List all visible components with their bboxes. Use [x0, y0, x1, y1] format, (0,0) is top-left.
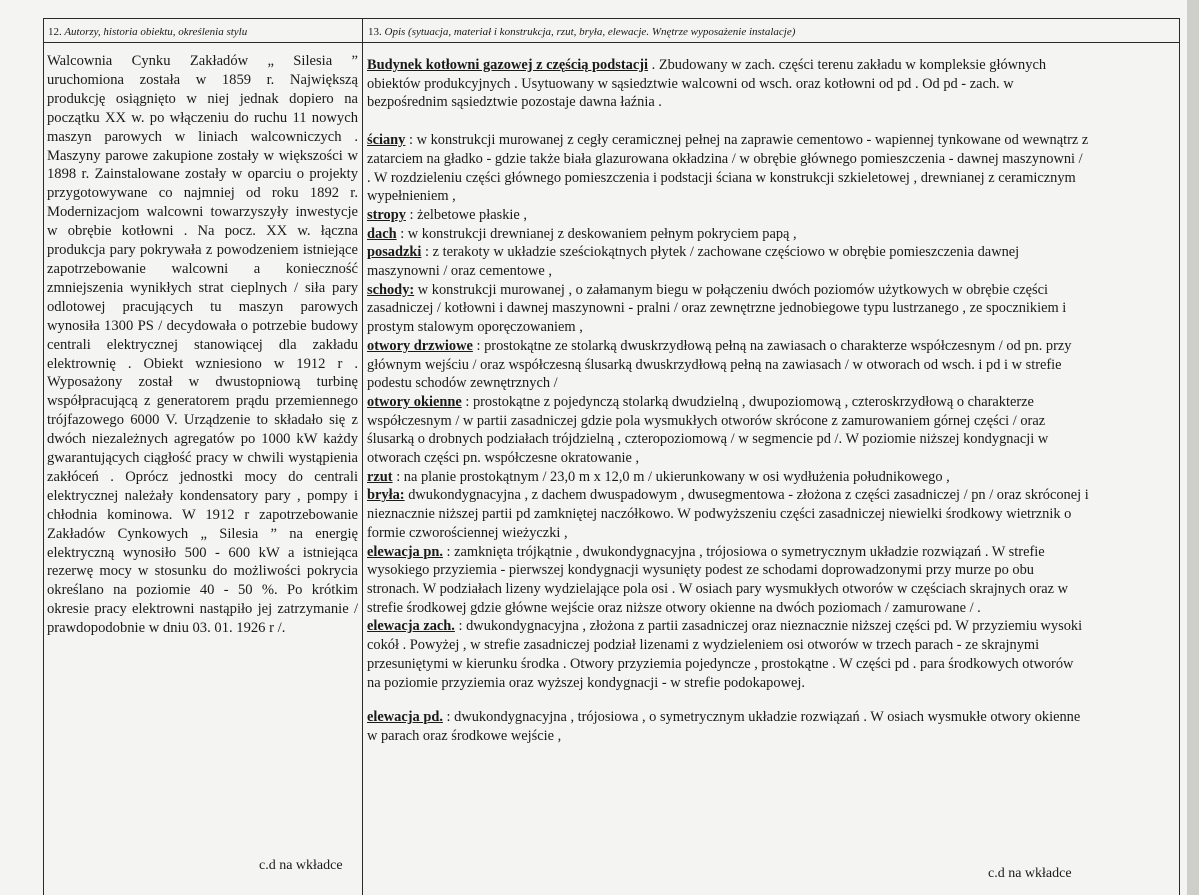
left-header-number: 12.	[48, 26, 62, 38]
left-header-title: Autorzy, historia obiektu, określenia stylu	[64, 26, 248, 38]
right-header-number: 13.	[368, 26, 382, 38]
stairs-text: w konstrukcji murowanej , o załamanym biegu w połączeniu dwóch poziomów użytkowych w obrębie części zasadniczej / kotłowni i dawnej maszynowni - pralni / oraz zewnętrzne jednobiegowe typu lustrzanego , ze spocznikiem i prostym stalowym oporęczowaniem ,	[367, 281, 1067, 336]
building-name-label: Budynek kotłowni gazowej z częścią podstacji	[367, 57, 649, 73]
north-elevation-text: : zamknięta trójkątnie , dwukondygnacyjna , trójosiowa o symetrycznym układzie rozwiązań . W strefie wysokiego przyziemia - pierwszej kondygnacji wysunięty podest ze schodami doprowadzonymi przy murze po obu stronach. W podziałach lizeny wydzielające pola osi . W osiach pary wysmukłych otworów w częściach skrajnych oraz w strefie środkowej gdzie główne wejście oraz niższe otwory okienne na dwóch poziomach / zamurowane / .	[367, 543, 1069, 616]
ceilings-label: stropy	[367, 206, 406, 223]
ceilings-section	[367, 206, 1089, 225]
south-elevation-label: elewacja pd.	[367, 709, 443, 726]
intro-paragraph	[367, 56, 1089, 112]
history-text: Walcownia Cynku Zakładów „ Silesia ” uruchomiona została w 1859 r. Największą produkcję osiągnięto w niej jednak dopiero na początku XX w. po włączeniu do ruchu 11 nowych maszyn parowych w liniach walcowniczych . Maszyny parowe zakupione zostały w większości w 1898 r. Zainstalowane zostały w oparciu o projekty przygotowywane co najmniej od roku 1892 r. Modernizacjom walcowni towarzyszyły inwestycje w obrębie kotłowni . Na pocz. XX w. łączna produkcja pary pokrywała z powodzeniem istniejące zapotrzebowanie walcowni a konieczność zmniejszenia wynikłych strat cieplnych / siła pary odlotowej pracujących tu maszyn parowych wynosiła 1300 PS / decydowała o potrzebie budowy centrali elektrycznej stanowiącej dla zakładu elektrownię . Obiekt wzniesiono w 1912 r . Wyposażony został w dwustopniową turbinę współpracującą z generatorem prądu przemiennego trójfazowego 6000 V. Urządzenie to składało się z dwóch niezależnych agregatów po 1000 kW każdy gwarantujących ciągłość pracy w chwili wystąpienia zakłóceń . Oprócz jednostki mocy do centrali elektrycznej należały kondensatory pary , pompy i chłodnia kominowa. W 1912 r zapotrzebowanie Zakładów Cynkowych „ Silesia ” na energię elektryczną wynosiło 500 - 600 kW a istniejąca rezerwę mocy w stosunku do możliwości pokrycia określano na poziomie 40 - 50 %. Po krótkim okresie pracy elektrowni nastąpiło jej zatrzymanie / prawdopodobnie w dniu 03. 01. 1926 r /.	[47, 53, 358, 637]
door-openings-section	[367, 337, 1089, 393]
ceilings-text: : żelbetowe płaskie ,	[409, 206, 528, 223]
walls-text: : w konstrukcji murowanej z cegły ceramicznej pełnej na zaprawie cementowo - wapiennej tynkowane od wewnątrz z zatarciem na gładko - gdzie także biała glazurowana okładzina / w obrębie głównego pomieszczenia - dawnej maszynowni / . W rozdzieleniu części głównego pomieszczenia i podstacji ściana w konstrukcji szkieletowej , drewnianej z ceramicznym wypełnieniem ,	[367, 132, 1089, 205]
window-openings-text: : prostokątne z pojedynczą stolarką dwudzielną , dwupoziomową , czteroskrzydłową o charakterze współczesnym / w partii zasadniczej gdzie pola wysmukłych otworów skrócone z zamurowaniem górnej części / oraz ślusarką o drobnych podziałach trójdzielną , czteropoziomową / w segmencie pd /. W poziomie niższej kondygnacji w otworach części pn. współczesne okratowanie ,	[367, 393, 1049, 467]
description-text	[367, 56, 1089, 746]
roof-text: : w konstrukcji drewnianej z deskowaniem pełnym pokryciem papą ,	[400, 225, 797, 242]
walls-label: ściany	[367, 132, 406, 149]
plan-text: : na planie prostokątnym / 23,0 m x 12,0 m / ukierunkowany w osi wydłużenia południkowego ,	[396, 468, 950, 485]
door-openings-label: otwory drzwiowe	[367, 337, 473, 354]
right-header-title: Opis (sytuacja, materiał i konstrukcja, rzut, bryła, elewacje. Wnętrze wyposażenie instalacje)	[384, 26, 796, 38]
floors-label: posadzki	[367, 244, 422, 261]
left-border	[43, 18, 44, 895]
massing-section	[367, 486, 1089, 542]
west-elevation-text: : dwukondygnacyjna , złożona z partii zasadniczej oraz nieznacznie niższej części pd. W przyziemiu wysoki cokół . Powyżej , w strefie zasadniczej podział lizenami z wydzieleniem osi otworów w trzech parach - ze skrajnymi przesuniętymi w kierunku środka . Otwory przyziemia pojedyncze , prostokątne . W części pd . para środkowych otworów na poziomie przyziemia oraz wyższej kondygnacji - w strefie podokapowej.	[367, 618, 1083, 691]
stairs-label: schody:	[367, 281, 415, 298]
roof-label: dach	[367, 225, 397, 242]
massing-label: bryła:	[367, 487, 405, 504]
roof-section	[367, 225, 1089, 244]
right-column-header	[368, 25, 795, 39]
top-rule	[43, 18, 1179, 19]
plan-label: rzut	[367, 468, 393, 485]
door-openings-text: : prostokątne ze stolarką dwuskrzydłową pełną na zawiasach o charakterze współczesnym / od pn. przy głównym wejściu / oraz współczesną ślusarką dwuskrzydłową pełną na zawiasach / w otworach od wsch. i pd i w strefie podestu schodów zewnętrznych /	[367, 337, 1072, 392]
north-elevation-section	[367, 543, 1089, 618]
plan-section	[367, 468, 1089, 487]
floors-text: : z terakoty w układzie sześciokątnych płytek / zachowane częściowo w obrębie pomieszczenia dawnej maszynowni / oraz cementowe ,	[367, 244, 1020, 280]
left-column-header	[48, 25, 247, 39]
walls-section	[367, 131, 1089, 206]
right-border	[1179, 18, 1180, 895]
floors-section	[367, 243, 1089, 280]
intro-text: . Zbudowany w zach. części terenu zakładu w kompleksie głównych obiektów produkcyjnych . Usytuowany w sąsiedztwie walcowni od wsch. oraz kotłowni od pd . Od pd - zach. w bezpośrednim sąsiedztwie pozostaje dawna łaźnia .	[367, 57, 1047, 111]
right-footer-note: c.d na wkładce	[988, 866, 1072, 881]
stairs-section	[367, 281, 1089, 337]
column-divider	[362, 18, 363, 895]
window-openings-label: otwory okienne	[367, 393, 462, 410]
header-rule	[43, 42, 1179, 43]
massing-text: dwukondygnacyjna , z dachem dwuspadowym , dwusegmentowa - złożona z części zasadniczej / pn / oraz skróconej i nieznacznie niższej partii pd zamkniętej naczółkowo. W podwyższeniu części zasadniczej niewielki środkowy wietrznik o formie czworościennej wieżyczki ,	[367, 487, 1089, 541]
north-elevation-label: elewacja pn.	[367, 543, 443, 560]
west-elevation-section	[367, 617, 1089, 692]
south-elevation-text: : dwukondygnacyjna , trójosiowa , o symetrycznym układzie rozwiązań . W osiach wysmukłe otwory okienne w parach oraz środkowe wejście ,	[367, 709, 1081, 744]
south-elevation-section	[367, 708, 1089, 745]
west-elevation-label: elewacja zach.	[367, 618, 455, 635]
window-openings-section	[367, 393, 1089, 468]
left-footer-note: c.d na wkładce	[259, 858, 343, 873]
page-edge-shadow	[1187, 0, 1199, 895]
